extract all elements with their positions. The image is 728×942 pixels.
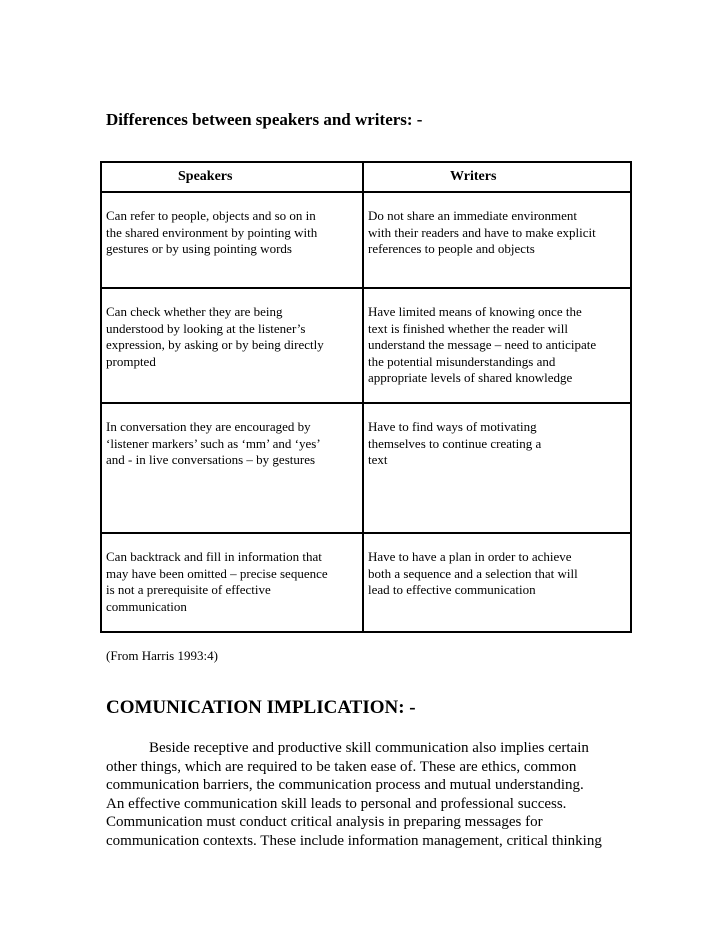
table-cell-writers [363, 403, 631, 533]
column-header-writers: Writers [363, 162, 631, 192]
paragraph-line: An effective communication skill leads to personal and professional success. [106, 795, 567, 812]
table-cell-speakers [101, 288, 363, 403]
paragraph-line: communication contexts. These include information management, critical thinking [106, 832, 602, 849]
table-row [101, 403, 631, 533]
column-header-speakers: Speakers [101, 162, 363, 192]
cell-text: Can backtrack and fill in information that may have been omitted – precise sequence is not a prerequisite of effective communication [106, 549, 328, 614]
table-cell-writers [363, 288, 631, 403]
source-citation: (From Harris 1993:4) [106, 648, 218, 663]
table-row [101, 192, 631, 288]
table-cell-speakers [101, 403, 363, 533]
comparison-table [100, 161, 632, 633]
table-cell-writers [363, 533, 631, 632]
cell-text: In conversation they are encouraged by ‘listener markers’ such as ‘mm’ and ‘yes’ and - in live conversations – by gestures [106, 419, 321, 467]
cell-text: Have limited means of knowing once the text is finished whether the reader will understand the message – need to anticipate the potential misunderstandings and appropriate levels of shared knowledge [368, 304, 597, 385]
cell-text: Can refer to people, objects and so on in the shared environment by pointing with gestures or by using pointing words [106, 208, 318, 256]
section-heading: Differences between speakers and writers: - [106, 110, 423, 129]
table-header-row [101, 162, 631, 192]
table-cell-speakers [101, 533, 363, 632]
paragraph-line: communication barriers, the communication process and mutual understanding. [106, 777, 584, 793]
paragraph-line: other things, which are required to be taken ease of. These are ethics, common [106, 758, 577, 775]
cell-text: Have to have a plan in order to achieve both a sequence and a selection that will lead to effective communication [368, 549, 578, 597]
cell-text: Have to find ways of motivating themselves to continue creating a text [368, 419, 542, 467]
table-row [101, 288, 631, 403]
paragraph-line: Beside receptive and productive skill communication also implies certain [149, 740, 589, 756]
cell-text: Do not share an immediate environment with their readers and have to make explicit references to people and objects [368, 208, 596, 256]
table-row [101, 533, 631, 632]
table-cell-writers [363, 192, 631, 288]
section-heading-implication: COMUNICATION IMPLICATION: - [106, 697, 416, 718]
cell-text: Can check whether they are being understood by looking at the listener’s expression, by asking or by being directly prompted [106, 304, 324, 369]
table-cell-speakers [101, 192, 363, 288]
paragraph-line: Communication must conduct critical analysis in preparing messages for [106, 814, 543, 830]
body-paragraph [106, 739, 636, 850]
